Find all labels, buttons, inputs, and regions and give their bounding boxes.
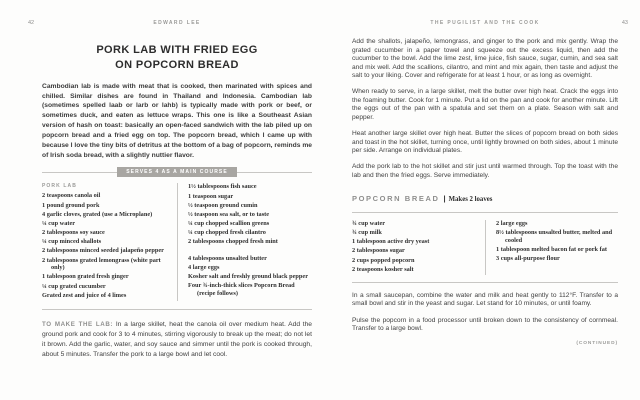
- ingredient-item: 2 tablespoons chopped fresh mint: [188, 238, 278, 246]
- ingredient-item: ½ teaspoon ground cumin: [188, 201, 258, 209]
- continued-marker: (CONTINUED): [576, 341, 618, 347]
- ingredient-list: [42, 192, 169, 299]
- serves-banner-row: [42, 167, 312, 177]
- recipe-title-line1: PORK LAB WITH FRIED EGG: [96, 44, 258, 56]
- method-paragraph: [42, 320, 312, 360]
- right-page-header: [352, 20, 628, 28]
- method-label: TO MAKE THE LAB:: [42, 321, 114, 328]
- ingredient-item: ¾ cup water: [352, 219, 386, 227]
- ingredient-item: 1 tablespoon active dry yeast: [352, 238, 430, 246]
- body-paragraph: Pulse the popcorn in a food processor until broken down to the consistency of cornmeal. Transfer to a large bowl.: [352, 316, 618, 333]
- subrecipe-heading: [352, 188, 618, 206]
- ingredient-item: 2 tablespoons minced seeded jalapeño pepper: [42, 247, 164, 255]
- popcorn-bread-ingredients-col2: [485, 220, 618, 275]
- popcorn-bread-ingredients-col1: [352, 220, 485, 275]
- right-page: [320, 0, 640, 400]
- body-paragraph: Heat another large skillet over high heat. Butter the slices of popcorn bread on both sides and toast in the hot skillet, turning once, until lightly browned on both sides, about 1 minute per side. Arrange on individual plates.: [352, 130, 618, 155]
- ingredient-item: 1 tablespoon grated fresh ginger: [42, 273, 129, 281]
- serves-banner: SERVES 4 AS A MAIN COURSE: [117, 167, 237, 177]
- running-head-right: THE PUGILIST AND THE COOK: [430, 20, 540, 26]
- ingredient-item: 4 tablespoons unsalted butter: [188, 254, 267, 262]
- body-paragraph: Add the shallots, jalapeño, lemongrass, and ginger to the pork and mix gently. Wrap the grated cucumber in a paper towel and squeeze out the excess liquid, then add the cucumber to the bowl. Add the lime zest, lime juice, fish sauce, sugar, cumin, and sea salt and mix well. Add the scallions, cilantro, and mint and mix again, then taste and adjust the salt to your liking. Cover and refrigerate for at least 1 hour, or as long as overnight.: [352, 38, 618, 80]
- ingredient-list: [188, 255, 312, 298]
- ingredient-group-label: PORK LAB: [42, 183, 77, 190]
- ingredient-item: 4 large eggs: [188, 263, 220, 271]
- ingredient-item: ¼ cup chopped scallion greens: [188, 220, 270, 228]
- recipe-title-line2: ON POPCORN BREAD: [115, 58, 239, 71]
- ingredient-item: ¼ cup minced shallots: [42, 238, 102, 246]
- ingredient-item: 2 tablespoons sugar: [352, 247, 405, 255]
- ingredient-item: 3 cups all-purpose flour: [496, 255, 560, 263]
- left-page-header: [28, 20, 312, 28]
- ingredient-item: Kosher salt and freshly ground black pepper: [188, 272, 309, 280]
- ingredient-item: ¼ cup grated cucumber: [42, 282, 106, 290]
- ingredient-item: Grated zest and juice of 4 limes: [42, 291, 127, 299]
- instruction-paragraphs: [352, 38, 618, 180]
- ingredient-item: 4 garlic cloves, grated (use a Microplane): [42, 210, 153, 218]
- ingredient-item: 1 pound ground pork: [42, 201, 100, 209]
- banner-rule-left: [42, 172, 117, 173]
- popcorn-bread-ingredients: [352, 212, 618, 283]
- page-number-right: 43: [621, 20, 628, 26]
- instruction-paragraphs-2: [352, 292, 618, 334]
- ingredient-item: 1½ tablespoons fish sauce: [188, 183, 257, 191]
- ingredient-item: 2 large eggs: [496, 219, 528, 227]
- ingredient-item: 2 cups popped popcorn: [352, 256, 415, 264]
- pork-lab-ingredients-col2: [177, 183, 312, 301]
- ingredient-item: ¾ cup milk: [352, 229, 382, 237]
- ingredient-item: 8½ tablespoons unsalted butter, melted and cooled: [496, 229, 613, 244]
- subrecipe-divider: |: [443, 193, 446, 203]
- ingredient-item: ¼ cup water: [42, 219, 76, 227]
- banner-rule-right: [237, 172, 312, 173]
- ingredient-item: 1 teaspoon sugar: [188, 192, 234, 200]
- method-text: In a large skillet, heat the canola oil over medium heat. Add the ground pork and cook for 3 to 4 minutes, stirring vigorously to break up the meat; do not let it brown. Add the garlic, water, and soy sauce and simmer until the pork is cooked through, about 5 minutes. Transfer the pork to a large bowl and let cool.: [42, 321, 313, 358]
- ingredient-group-gap: [188, 248, 312, 255]
- subrecipe-yield: Makes 2 loaves: [448, 195, 493, 203]
- ingredient-item: 2 teaspoons kosher salt: [352, 265, 414, 273]
- intro-paragraph: Cambodian lab is made with meat that is cooked, then marinated with spices and chilled. Similar dishes are found in Thailand and Indonesia. Cambodian lab (sometimes spelled laab or larb or lahb) is typically made with pork or beef, or sometimes duck, and eaten as lettuce wraps. This one is like a Southeast Asian version of hash on toast: basically an open-faced sandwich with the lab piled up on popcorn bread and a fried egg on top. The popcorn bread, which I came up with because I love the tiny bits of detritus at the bottom of a bag of popcorn, reminds me of Irish soda bread, with a slightly nuttier flavor.: [42, 82, 312, 159]
- recipe-title: [42, 43, 312, 73]
- running-head-left: EDWARD LEE: [153, 20, 201, 26]
- pork-lab-ingredients-col1: [42, 183, 177, 301]
- ingredient-item: 2 teaspoons canola oil: [42, 192, 101, 200]
- ingredient-item: 2 tablespoons soy sauce: [42, 229, 105, 237]
- subrecipe-title: POPCORN BREAD: [352, 193, 440, 203]
- ingredient-list: [188, 183, 312, 246]
- ingredient-item: 1 tablespoon melted bacon fat or pork fat: [496, 245, 607, 253]
- page-number-left: 42: [28, 20, 35, 26]
- body-paragraph: In a small saucepan, combine the water and milk and heat gently to 112°F. Transfer to a small bowl and stir in the yeast and sugar. Let stand for 10 minutes, or until foamy.: [352, 291, 618, 308]
- pork-lab-ingredients: [42, 177, 312, 310]
- ingredient-item: Four ¾-inch-thick slices Popcorn Bread (recipe follows): [188, 282, 295, 297]
- body-paragraph: When ready to serve, in a large skillet, melt the butter over high heat. Crack the eggs into the foaming butter. Cook for 1 minute. Put a lid on the pan and cook for another minute. Lift the eggs out of the pan with a spatula and set them on a plate. Season with salt and pepper.: [352, 88, 618, 121]
- ingredient-item: 2 tablespoons grated lemongrass (white part only): [42, 256, 161, 272]
- body-paragraph: Add the pork lab to the hot skillet and stir just until warmed through. Top the toast with the lab and then the fried eggs. Serve immediately.: [352, 163, 618, 179]
- ingredient-item: ¼ cup chopped fresh cilantro: [188, 229, 266, 237]
- ingredient-item: ½ teaspoon sea salt, or to taste: [188, 210, 270, 218]
